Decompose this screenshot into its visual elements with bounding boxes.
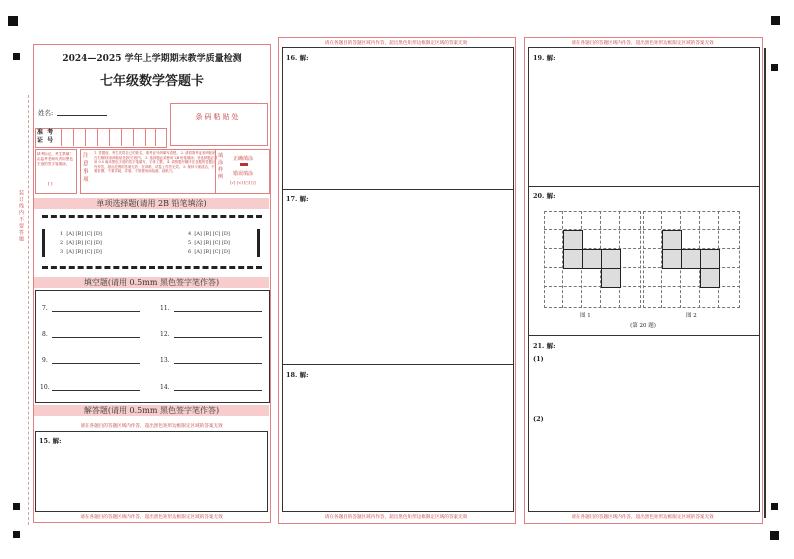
right-binding-line xyxy=(764,48,766,518)
figure-2-label: 图 2 xyxy=(686,313,697,319)
corner-mark-br xyxy=(770,531,779,540)
mc-num-1: 1 xyxy=(60,231,64,237)
absence-note: 缺考标记，考生禁填！由监考老师负责用黑色字迹的签字笔填涂。 xyxy=(37,152,73,166)
fill-answer-13[interactable] xyxy=(174,363,262,364)
name-label: 姓名: xyxy=(38,109,54,117)
fill-answer-14[interactable] xyxy=(174,390,262,391)
fig1-square-a xyxy=(563,230,583,250)
warning-col3-top: 请在各题目的答题区域内作答，超出黑色矩形边框限定区域的答案无效 xyxy=(571,41,714,46)
fig2-square-c xyxy=(681,249,701,269)
question-20-label: 20. 解: xyxy=(533,192,556,200)
fig1-square-c xyxy=(582,249,602,269)
question-17-label: 17. 解: xyxy=(286,195,309,203)
mc-section-bar: 单项选择题(请用 2B 铅笔填涂) xyxy=(34,198,269,209)
fill-answer-9[interactable] xyxy=(52,363,140,364)
name-input[interactable] xyxy=(57,115,107,116)
answer-box-18[interactable] xyxy=(282,364,514,512)
fill-num-8: 8. xyxy=(42,331,48,338)
question-15-label: 15. 解: xyxy=(39,437,62,445)
fig1-square-d xyxy=(601,249,621,269)
fig2-square-b xyxy=(662,249,682,269)
essay-section-bar: 解答题(请用 0.5mm 黑色签字笔作答) xyxy=(34,405,269,416)
warning-col2-bottom: 请在各题目的答题区域内作答，超出黑色矩形边框限定区域的答案无效 xyxy=(324,515,468,520)
binding-line xyxy=(28,95,29,525)
fill-num-10: 10. xyxy=(40,384,50,391)
attention-title: 注意事项 xyxy=(83,153,89,183)
mc-options-5[interactable]: [A] [B] [C] [D] xyxy=(194,240,230,246)
question-21-part-1: (1) xyxy=(533,355,544,363)
fill-num-13: 13. xyxy=(160,357,170,364)
question-18-label: 18. 解: xyxy=(286,371,309,379)
corner-mark-tr xyxy=(771,16,780,25)
timing-mark-r2 xyxy=(771,503,778,510)
mc-options-4[interactable]: [A] [B] [C] [D] xyxy=(194,231,230,237)
fill-answer-8[interactable] xyxy=(52,337,140,338)
fill-answer-11[interactable] xyxy=(174,311,262,312)
binding-text: 装 订 线 内 不 要 答 题 xyxy=(18,190,24,242)
fill-num-11: 11. xyxy=(160,305,170,312)
mc-right-bar xyxy=(257,229,260,257)
question-16-label: 16. 解: xyxy=(286,54,309,62)
figure-caption: (第 20 题) xyxy=(630,323,656,329)
fill-num-14: 14. xyxy=(160,384,170,391)
timing-mark-l xyxy=(13,53,20,60)
mc-left-bar xyxy=(42,229,45,257)
question-19-label: 19. 解: xyxy=(533,54,556,62)
exam-title: 2024—2025 学年上学期期末教学质量检测 xyxy=(62,54,242,64)
fill-num-7: 7. xyxy=(42,305,48,312)
answer-box-17[interactable] xyxy=(282,188,514,365)
fill-section-bar: 填空题(请用 0.5mm 黑色签字笔作答) xyxy=(34,277,269,288)
timing-mark-r xyxy=(771,64,778,71)
mc-num-3: 3 xyxy=(60,249,64,255)
exam-id-label: 准 考 证 号 xyxy=(37,129,55,144)
answer-box-16[interactable] xyxy=(282,47,514,190)
fill-answer-12[interactable] xyxy=(174,337,262,338)
timing-mark-l2 xyxy=(13,503,20,510)
fig2-square-e xyxy=(700,268,720,288)
corner-mark-bl xyxy=(13,531,20,538)
fill-correct-label: 正确填涂 xyxy=(233,156,254,162)
fig1-square-b xyxy=(563,249,583,269)
warning-col1-bottom: 请在各题目的答题区域内作答，超出黑色矩形边框限定区域的答案无效 xyxy=(80,515,223,520)
mc-bottom-dash xyxy=(42,266,262,269)
mc-num-5: 5 xyxy=(188,240,192,246)
warning-col1-top: 请在各题目的答题区域内作答，超出黑色矩形边框限定区域的答案无效 xyxy=(80,424,223,429)
answer-box-21[interactable] xyxy=(528,335,760,512)
question-21-label: 21. 解: xyxy=(533,342,556,350)
fill-wrong-sample: [√] [×] [○] [/] xyxy=(230,180,256,185)
fig1-square-e xyxy=(601,268,621,288)
fill-num-9: 9. xyxy=(42,357,48,364)
figure-2-grid xyxy=(643,211,739,307)
answer-box-15[interactable] xyxy=(35,431,268,512)
attention-text: 1. 答题前，考生先将自己的姓名、准考证号码填写清楚。 2. 请将准考证条码粘贴在右侧的[条码粘贴处]的方框内。 3. 选择题必须使用 2B 铅笔填涂；非选择题必须用 0.5 毫米黑色字迹的签字笔填写，字体工整。 4. 请按题号顺序在各题的答题区内作答，超出范围的答案无效，在草纸、试卷上作答无效。 5. 保持卡面清洁，不要折叠、不要弄破、弄皱，不准使用涂改液、刮纸刀。 xyxy=(94,151,218,174)
fill-num-12: 12. xyxy=(160,331,170,338)
mc-options-2[interactable]: [A] [B] [C] [D] xyxy=(66,240,102,246)
fig2-square-d xyxy=(700,249,720,269)
mc-options-6[interactable]: [A] [B] [C] [D] xyxy=(194,249,230,255)
warning-col2-top: 请在各题目的答题区域内作答，超出黑色矩形边框限定区域的答案无效 xyxy=(324,41,468,46)
question-21-part-2: (2) xyxy=(533,415,544,423)
mc-options-3[interactable]: [A] [B] [C] [D] xyxy=(66,249,102,255)
mc-num-2: 2 xyxy=(60,240,64,246)
fill-answer-10[interactable] xyxy=(52,390,140,391)
mc-top-dash xyxy=(42,215,262,218)
absence-checkbox[interactable]: [ ] xyxy=(48,181,53,186)
corner-mark-tl xyxy=(8,16,18,26)
fill-correct-sample xyxy=(240,163,248,166)
warning-col3-bottom: 请在各题目的答题区域内作答，超出黑色矩形边框限定区域的答案无效 xyxy=(571,515,714,520)
card-title: 七年级数学答题卡 xyxy=(99,74,204,89)
barcode-label: 条码粘贴处 xyxy=(195,113,241,121)
fig2-square-a xyxy=(662,230,682,250)
barcode-box xyxy=(170,103,268,146)
answer-box-19[interactable] xyxy=(528,47,760,187)
figure-1-label: 图 1 xyxy=(580,313,591,319)
figure-1-grid xyxy=(544,211,640,307)
mc-options-1[interactable]: [A] [B] [C] [D] xyxy=(66,231,102,237)
fill-answer-7[interactable] xyxy=(52,311,140,312)
mc-num-6: 6 xyxy=(188,249,192,255)
fill-wrong-label: 错误填涂 xyxy=(233,171,254,177)
mc-num-4: 4 xyxy=(188,231,192,237)
fill-sample-title: 填涂样例 xyxy=(218,153,224,180)
fill-box xyxy=(35,290,270,403)
